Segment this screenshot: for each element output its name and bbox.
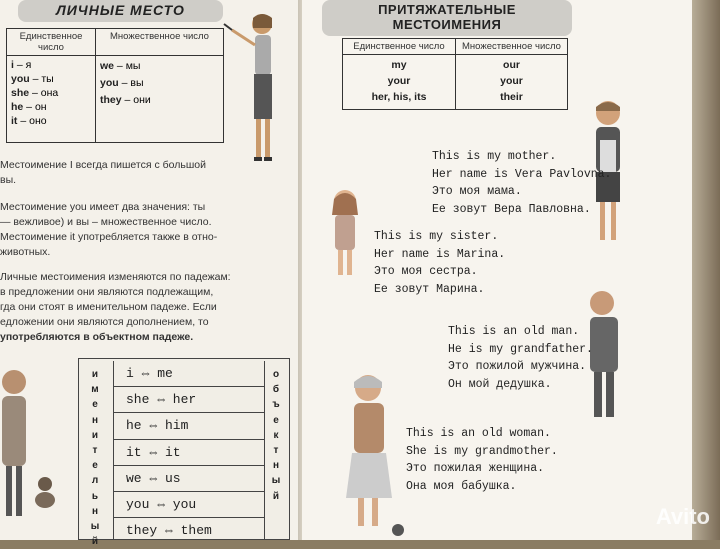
rule-text <box>0 158 290 345</box>
pronoun-row: you – вы <box>100 77 144 89</box>
text-line: животных. <box>0 246 51 258</box>
vertical-letter: е <box>92 399 98 411</box>
text-line: — вежливое) и вы – множественное число. <box>0 216 212 228</box>
vertical-letter: ь <box>91 490 99 502</box>
sentence: Это пожилая женщина. <box>406 462 545 475</box>
vertical-letter: ы <box>271 475 281 487</box>
objective-label <box>269 367 283 504</box>
vertical-letter: л <box>91 475 99 487</box>
case-row: you ⇔ you <box>114 492 264 518</box>
sentence: This is my mother. <box>432 150 557 163</box>
vertical-letter: й <box>91 536 99 548</box>
banner-line: МЕСТОИМЕНИЯ <box>392 17 502 32</box>
sentence: This is an old woman. <box>406 427 551 440</box>
col-header-singular: Единственное число <box>343 39 456 55</box>
pronoun-row: it – оно <box>11 115 47 127</box>
text-line: в предложении они являются подлежащим, <box>0 286 214 298</box>
pronoun-row: you – ты <box>11 73 54 85</box>
text-line: Местоимение I всегда пишется с большой <box>0 159 206 171</box>
sentence: Это моя мама. <box>432 185 522 198</box>
vertical-letter: и <box>91 369 99 380</box>
paragraph-grandfather <box>448 323 593 393</box>
case-table <box>78 358 290 548</box>
personal-pronouns-table <box>6 28 224 143</box>
banner-line: ПРИТЯЖАТЕЛЬНЫЕ <box>378 2 516 17</box>
text-line: Местоимение you имеет два значения: ты <box>0 201 206 213</box>
nominative-label <box>88 367 102 549</box>
vertical-letter: б <box>272 384 280 396</box>
right-page-banner <box>322 0 572 36</box>
vertical-letter: т <box>273 445 279 457</box>
case-row: she ⇔ her <box>114 387 264 413</box>
vertical-letter: й <box>272 490 280 502</box>
right-page <box>302 0 692 540</box>
sentence: Ее зовут Марина. <box>374 282 485 296</box>
text-line: едложении они являются дополнением, то <box>0 316 209 328</box>
plural-cell <box>456 55 568 110</box>
vertical-letter: о <box>272 369 280 380</box>
vertical-letter: н <box>91 505 99 517</box>
paragraph-mother <box>432 148 611 218</box>
paragraph-grandmother <box>406 425 558 495</box>
sister-figure <box>320 185 370 280</box>
vertical-letter: н <box>91 414 99 426</box>
book-edge <box>692 0 720 540</box>
text-line: употребляются в объектном падеже. <box>0 331 194 343</box>
vertical-letter: е <box>273 414 279 426</box>
sentence: She is my grandmother. <box>406 444 558 458</box>
text-line: гда они стоят в именительном падеже. Если <box>0 301 217 313</box>
pronoun: your <box>500 75 523 87</box>
child-figure <box>0 360 70 540</box>
sentence: Her name is Vera Pavlovna. <box>432 167 612 181</box>
case-row: i ⇔ me <box>114 361 264 387</box>
pronoun: their <box>500 91 523 103</box>
case-rows <box>113 361 265 539</box>
pronoun-row: he – он <box>11 101 47 113</box>
sentence: This is an old man. <box>448 325 580 338</box>
sentence: He is my grandfather. <box>448 342 593 356</box>
watermark-logo: Avito <box>655 504 710 529</box>
pronoun: her, his, its <box>371 91 427 103</box>
sentence: Она моя бабушка. <box>406 479 517 493</box>
case-row: he ⇔ him <box>114 413 264 439</box>
vertical-letter: и <box>91 429 99 441</box>
vertical-letter: е <box>92 460 98 472</box>
pronoun-row: they – они <box>100 94 151 106</box>
teacher-figure <box>228 10 298 170</box>
pronoun-row: we – мы <box>100 60 141 72</box>
vertical-letter: н <box>272 460 280 472</box>
text-line: Личные местоимения изменяются по падежам: <box>0 271 231 283</box>
vertical-letter: м <box>91 384 99 396</box>
plural-cell <box>96 56 224 143</box>
singular-cell <box>343 55 456 110</box>
singular-cell <box>7 56 96 143</box>
pronoun-row: she – она <box>11 87 59 99</box>
case-row: we ⇔ us <box>114 466 264 492</box>
left-page-banner: ЛИЧНЫЕ МЕСТО <box>18 0 223 22</box>
paragraph-sister <box>374 228 505 298</box>
pronoun-row: i – я <box>11 59 32 71</box>
text-line: Местоимение it употребляется также в отно- <box>0 231 218 243</box>
col-header-plural: Множественное число <box>96 29 224 56</box>
possessive-pronouns-table <box>342 38 568 110</box>
vertical-letter: ъ <box>272 399 280 411</box>
sentence: Это моя сестра. <box>374 265 478 278</box>
sentence: Her name is Marina. <box>374 247 506 261</box>
left-page <box>0 0 300 548</box>
sentence: Это пожилой мужчина. <box>448 360 587 373</box>
vertical-letter: ы <box>90 521 100 533</box>
sentence: Ее зовут Вера Павловна. <box>432 202 591 216</box>
col-header-singular: Единственное число <box>7 29 96 56</box>
case-row: they ⇔ them <box>126 523 212 539</box>
vertical-letter: т <box>92 445 98 457</box>
vertical-letter: к <box>273 429 279 441</box>
col-header-plural: Множественное число <box>456 39 568 55</box>
pronoun: our <box>503 59 520 71</box>
text-line: вы. <box>0 174 17 186</box>
sentence: Он мой дедушка. <box>448 377 552 391</box>
grandmother-figure <box>330 368 410 538</box>
case-row: it ⇔ it <box>114 440 264 466</box>
pronoun: your <box>387 75 411 87</box>
sentence: This is my sister. <box>374 230 499 243</box>
pronoun: my <box>391 59 407 71</box>
